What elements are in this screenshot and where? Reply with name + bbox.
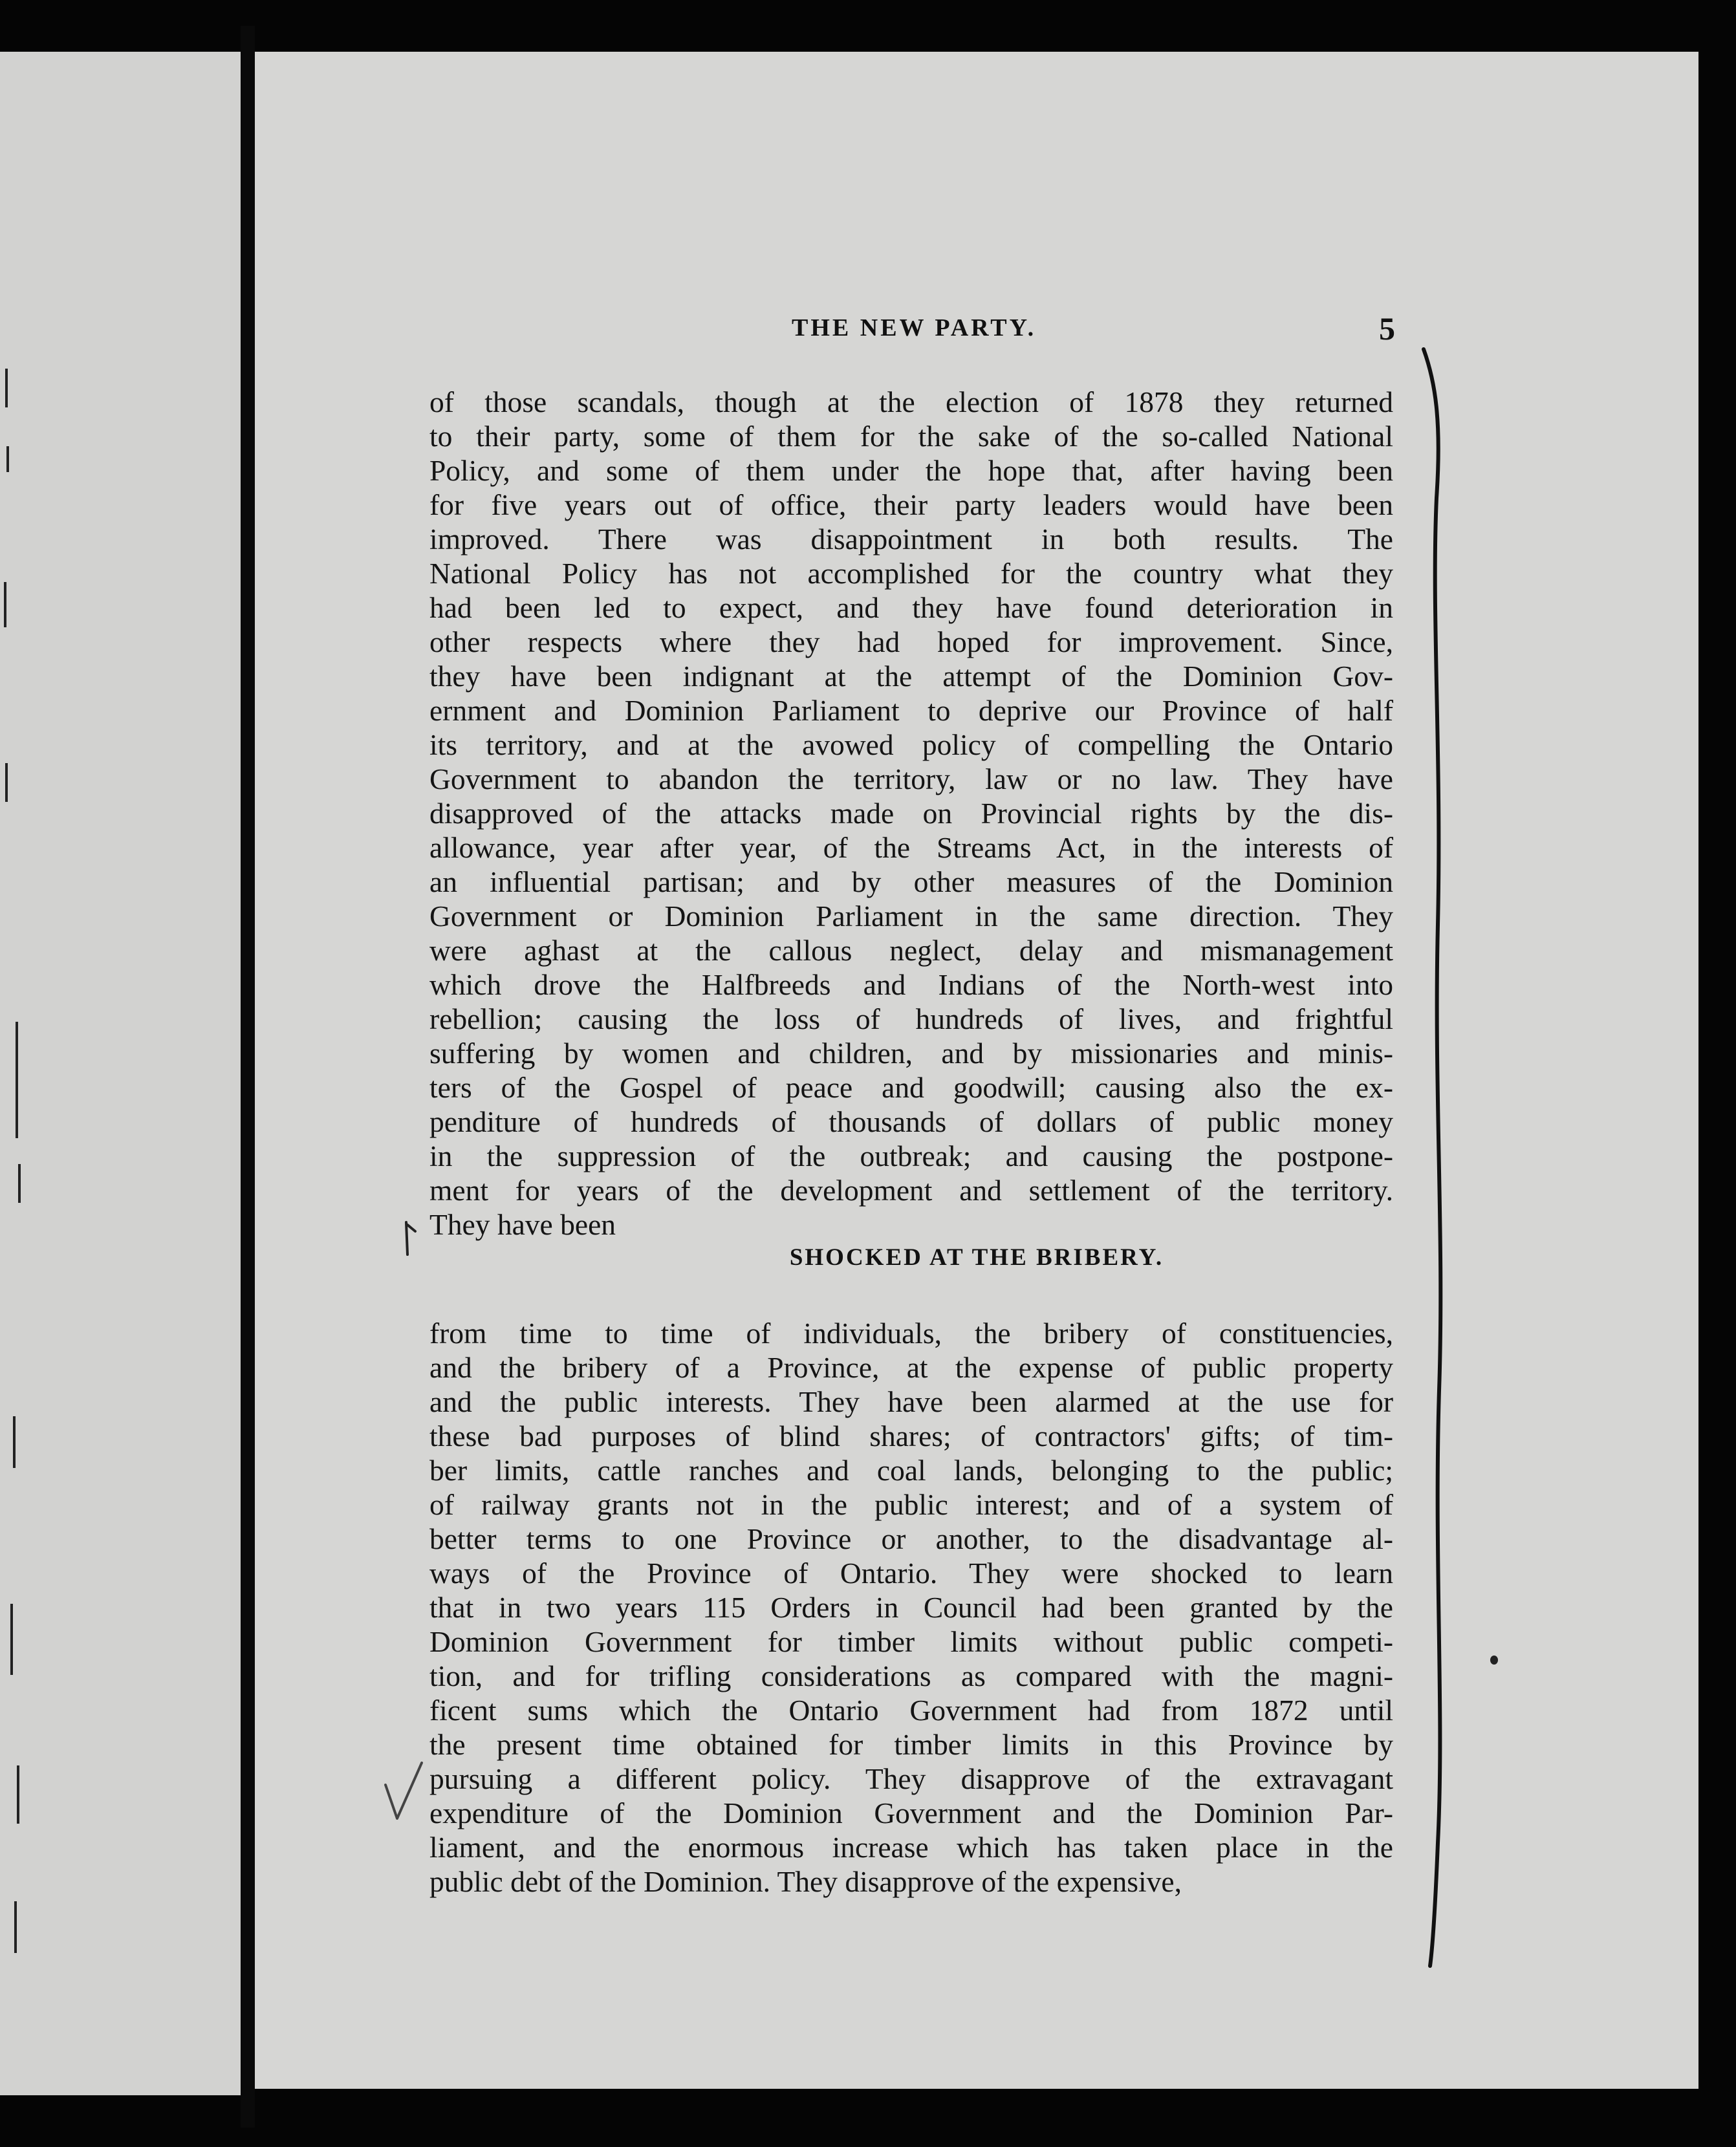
running-head <box>255 310 1698 352</box>
text-line: which drove the Halfbreeds and Indians of the North-west into <box>429 968 1393 1001</box>
running-head-title: THE NEW PARTY. <box>792 314 1037 341</box>
text-line: suffering by women and children, and by missionaries and minis- <box>429 1037 1393 1070</box>
text-line: public debt of the Dominion. They disapprove of the expensive, <box>429 1865 1182 1898</box>
margin-mark <box>4 582 6 627</box>
text-line: ment for years of the development and settlement of the territory. <box>429 1174 1393 1207</box>
text-line: allowance, year after year, of the Streams Act, in the interests of <box>429 831 1393 864</box>
handwritten-margin-bracket <box>1416 343 1468 1972</box>
text-line: of those scandals, though at the election of 1878 they returned <box>429 385 1393 418</box>
margin-mark <box>14 1901 17 1953</box>
text-line: and the public interests. They have been alarmed at the use for <box>429 1385 1393 1418</box>
text-line: for five years out of office, their party leaders would have been <box>429 488 1393 521</box>
text-line: they have been indignant at the attempt of the Dominion Gov- <box>429 660 1393 693</box>
text-line: were aghast at the callous neglect, delay and mismanagement <box>429 934 1393 967</box>
text-line: had been led to expect, and they have found deterioration in <box>429 591 1393 624</box>
text-line: ber limits, cattle ranches and coal lands, belonging to the public; <box>429 1454 1393 1487</box>
text-line: of railway grants not in the public interest; and of a system of <box>429 1488 1393 1521</box>
margin-mark <box>6 446 9 472</box>
text-line: and the bribery of a Province, at the expense of public property <box>429 1351 1393 1384</box>
text-line: disapproved of the attacks made on Provincial rights by the dis- <box>429 797 1393 830</box>
paragraph-2 <box>429 1316 1393 1899</box>
paragraph-1 <box>429 385 1393 1242</box>
text-line: ernment and Dominion Parliament to deprive our Province of half <box>429 694 1393 727</box>
text-line: Government or Dominion Parliament in the same direction. They <box>429 900 1393 933</box>
text-line: pursuing a different policy. They disapprove of the extravagant <box>429 1762 1393 1795</box>
margin-mark <box>13 1416 16 1468</box>
margin-mark <box>5 763 8 802</box>
book-page <box>255 52 1698 2089</box>
margin-mark <box>17 1765 19 1824</box>
margin-mark <box>18 1164 21 1203</box>
handwritten-margin-tick <box>402 1220 422 1258</box>
text-line: penditure of hundreds of thousands of dollars of public money <box>429 1105 1393 1138</box>
text-line: that in two years 115 Orders in Council had been granted by the <box>429 1591 1393 1624</box>
margin-mark <box>10 1604 13 1675</box>
text-line: Policy, and some of them under the hope that, after having been <box>429 454 1393 487</box>
text-line: ficent sums which the Ontario Government had from 1872 until <box>429 1694 1393 1727</box>
text-line: improved. There was disappointment in both results. The <box>429 523 1393 556</box>
text-line: ways of the Province of Ontario. They were shocked to learn <box>429 1557 1393 1590</box>
text-line: its territory, and at the avowed policy of compelling the Ontario <box>429 728 1393 761</box>
page-number: 5 <box>1379 310 1395 347</box>
text-line: ters of the Gospel of peace and goodwill; causing also the ex- <box>429 1071 1393 1104</box>
text-line: other respects where they had hoped for improvement. Since, <box>429 625 1393 658</box>
text-line: National Policy has not accomplished for the country what they <box>429 557 1393 590</box>
text-line: these bad purposes of blind shares; of contractors' gifts; of tim- <box>429 1419 1393 1452</box>
text-line: Government to abandon the territory, law or no law. They have <box>429 762 1393 795</box>
text-line: tion, and for trifling considerations as compared with the magni- <box>429 1659 1393 1692</box>
margin-mark <box>5 369 8 407</box>
text-line: an influential partisan; and by other measures of the Dominion <box>429 865 1393 898</box>
text-line: They have been <box>429 1208 616 1241</box>
text-line: better terms to one Province or another, to the disadvantage al- <box>429 1522 1393 1555</box>
text-line: the present time obtained for timber limits in this Province by <box>429 1728 1393 1761</box>
book-gutter <box>241 26 255 2128</box>
text-line: in the suppression of the outbreak; and causing the postpone- <box>429 1139 1393 1172</box>
ink-speck <box>1490 1656 1498 1665</box>
handwritten-check-mark <box>382 1759 427 1824</box>
section-heading: SHOCKED AT THE BRIBERY. <box>789 1244 1164 1271</box>
text-line: rebellion; causing the loss of hundreds of lives, and frightful <box>429 1002 1393 1035</box>
text-line: Dominion Government for timber limits without public competi- <box>429 1625 1393 1658</box>
text-line: from time to time of individuals, the bribery of constituencies, <box>429 1317 1393 1350</box>
text-line: to their party, some of them for the sake of the so-called National <box>429 420 1393 453</box>
text-line: expenditure of the Dominion Government and the Dominion Par- <box>429 1796 1393 1829</box>
text-line: liament, and the enormous increase which has taken place in the <box>429 1831 1393 1864</box>
margin-mark <box>16 1022 18 1138</box>
facing-page-left <box>0 52 241 2095</box>
